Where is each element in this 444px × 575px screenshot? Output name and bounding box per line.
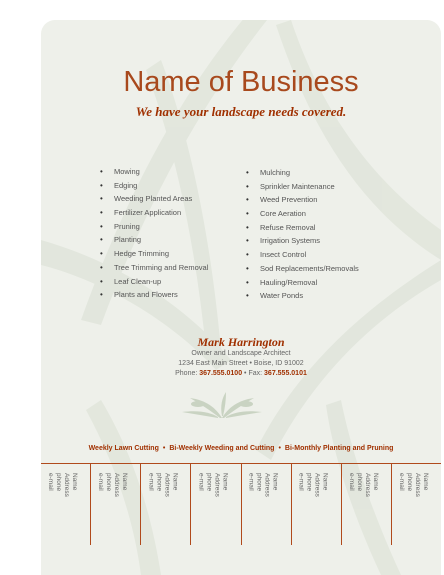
tear-off-tabs	[41, 464, 441, 545]
phone-number: 367.555.0100	[199, 370, 243, 377]
tab-address: Address	[213, 473, 221, 497]
fax-label: Fax:	[248, 370, 263, 377]
tear-off-tab[interactable]	[141, 464, 191, 545]
offer-item: Bi-Weekly Weeding and Cutting	[169, 445, 275, 452]
tab-phone: phone	[405, 473, 413, 492]
separator-dot: •	[162, 445, 166, 452]
tab-name: Name	[271, 473, 279, 491]
tab-name: Name	[71, 473, 78, 491]
business-address: 1234 East Main Street • Boise, ID 91002	[178, 360, 304, 367]
service-item: • Planting	[100, 233, 208, 247]
service-item: • Weed Prevention	[246, 193, 359, 207]
service-item: • Edging	[100, 179, 208, 193]
tab-name: Name	[171, 473, 179, 491]
tab-email: e-mail	[297, 473, 305, 491]
tab-address: Address	[313, 473, 321, 497]
tear-off-tab[interactable]	[292, 464, 342, 545]
service-item: • Weeding Planted Areas	[100, 192, 208, 206]
tab-phone: phone	[255, 473, 263, 492]
tab-name: Name	[421, 473, 429, 491]
service-item: • Hedge Trimming	[100, 247, 208, 261]
separator-dot: •	[278, 445, 281, 452]
owner-role: Owner and Landscape Architect	[191, 350, 291, 357]
services-list-right	[246, 166, 359, 303]
leaf-ornament-icon	[176, 390, 268, 420]
service-item: • Mowing	[100, 165, 208, 179]
tab-name: Name	[371, 473, 379, 491]
tear-off-tab[interactable]	[242, 464, 292, 545]
tab-phone: phone	[205, 473, 213, 492]
tab-email: e-mail	[147, 473, 155, 491]
tab-phone: phone	[155, 473, 163, 492]
tear-off-tab[interactable]	[392, 464, 441, 545]
offer-item: Bi-Monthly Planting and Pruning	[284, 445, 394, 452]
tab-email: e-mail	[347, 473, 355, 491]
service-item: • Mulching	[246, 166, 359, 180]
phone-fax-line	[41, 370, 441, 377]
tab-email: e-mail	[97, 473, 105, 491]
tab-phone: phone	[355, 473, 363, 492]
service-item: • Refuse Removal	[246, 221, 359, 235]
tab-email: e-mail	[247, 473, 255, 491]
tab-address: Address	[113, 473, 121, 497]
service-item: • Insect Control	[246, 248, 359, 262]
tab-email: e-mail	[197, 473, 205, 491]
tab-address: Address	[363, 473, 371, 497]
service-item: • Irrigation Systems	[246, 234, 359, 248]
tab-phone: phone	[305, 473, 313, 492]
tab-email: e-mail	[47, 473, 54, 491]
service-item: • Hauling/Removal	[246, 276, 359, 290]
service-item: • Plants and Flowers	[100, 288, 208, 302]
service-item: • Sod Replacements/Removals	[246, 262, 359, 276]
service-offers-line	[41, 445, 441, 452]
business-tagline: We have your landscape needs covered.	[135, 104, 347, 119]
tab-phone: phone	[105, 473, 113, 492]
service-item: • Leaf Clean-up	[100, 275, 208, 289]
business-name: Name of Business	[123, 66, 359, 98]
tear-off-tab[interactable]	[191, 464, 241, 545]
tab-address: Address	[163, 473, 171, 497]
fax-number: 367.555.0101	[264, 370, 307, 377]
tab-name: Name	[221, 473, 229, 491]
tab-email: e-mail	[397, 473, 405, 491]
tab-name: Name	[121, 473, 129, 491]
phone-label: Phone:	[175, 370, 198, 377]
tab-name: Name	[321, 473, 329, 491]
tab-phone: phone	[55, 473, 62, 492]
tab-address: Address	[263, 473, 271, 497]
service-item: • Water Ponds	[246, 289, 359, 303]
tear-off-tab[interactable]	[41, 464, 91, 545]
service-item: • Core Aeration	[246, 207, 359, 221]
service-item: • Pruning	[100, 220, 208, 234]
tab-address: Address	[413, 473, 421, 497]
tab-address: Address	[63, 473, 70, 497]
service-item: • Fertilizer Application	[100, 206, 208, 220]
offer-item: Weekly Lawn Cutting	[88, 445, 159, 452]
service-item: • Tree Trimming and Removal	[100, 261, 208, 275]
separator-dot: •	[244, 370, 247, 377]
service-item: • Sprinkler Maintenance	[246, 180, 359, 194]
tear-off-tab[interactable]	[91, 464, 141, 545]
services-list-left	[100, 165, 208, 302]
owner-name: Mark Harrington	[197, 335, 285, 349]
tear-off-tab[interactable]	[342, 464, 392, 545]
